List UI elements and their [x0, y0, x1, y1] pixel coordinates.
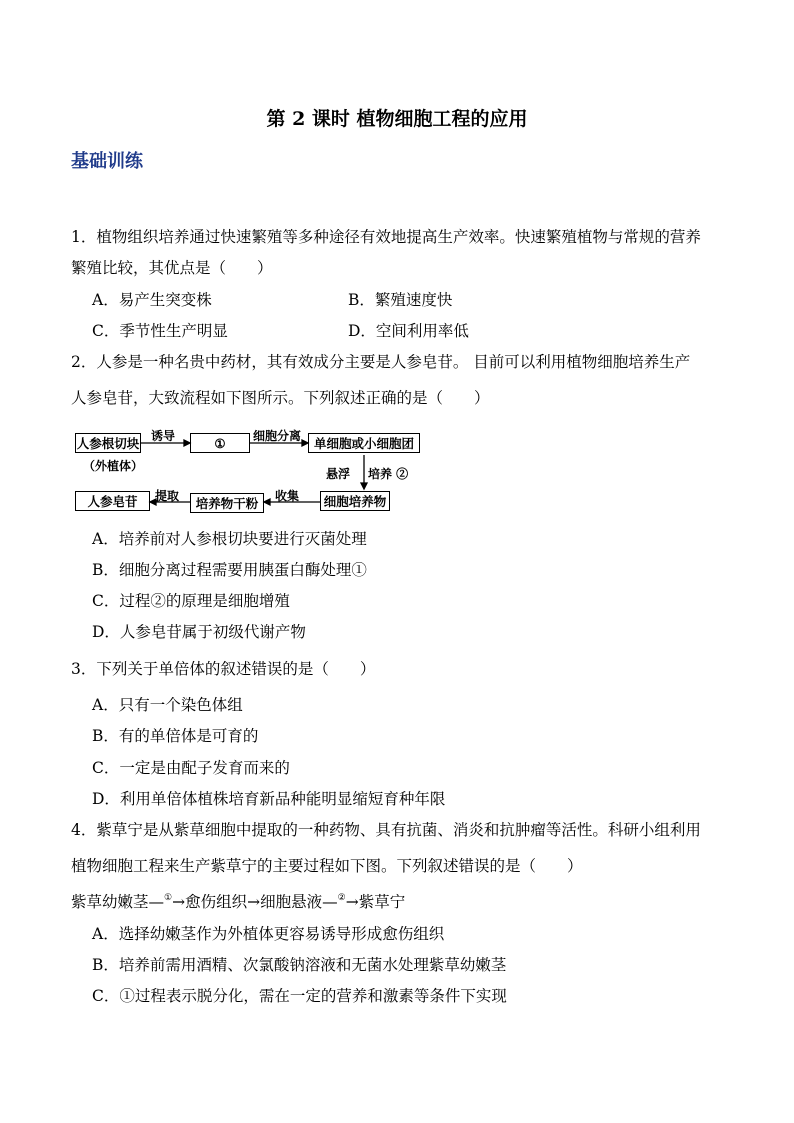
section-heading: 基础训练 — [71, 151, 143, 172]
flow-step-suspension: 细胞悬液 — [260, 893, 323, 911]
q3-option-b: B．有的单倍体是可育的 — [92, 727, 259, 745]
q4-option-c: C．①过程表示脱分化，需在一定的营养和激素等条件下实现 — [92, 987, 507, 1005]
flow-box-ginsenoside: 人参皂苷 — [75, 491, 150, 511]
flow-marker-2: ② — [337, 893, 346, 903]
flow-label-collect: 收集 — [275, 489, 300, 503]
q2-option-c: C．过程②的原理是细胞增殖 — [92, 592, 290, 610]
flow-box-step1: ① — [190, 433, 250, 453]
flow-label-suspension: 悬浮 — [326, 467, 351, 481]
q4-option-b: B．培养前需用酒精、次氯酸钠溶液和无菌水处理紫草幼嫩茎 — [92, 956, 507, 974]
q2-stem-line2: 人参皂苷，大致流程如下图所示。下列叙述正确的是（ ） — [71, 389, 490, 407]
flow-label-culture-step2: 培养 ② — [368, 467, 409, 481]
q3-stem: 3．下列关于单倍体的叙述错误的是（ ） — [71, 660, 376, 678]
flow-box-single-cells: 单细胞或小细胞团 — [308, 433, 420, 453]
q3-option-c: C．一定是由配子发育而来的 — [92, 759, 290, 777]
flow-arrow-3: —②→ — [322, 893, 359, 911]
flow-box-dry-powder: 培养物干粉 — [190, 493, 264, 513]
flow-label-extract: 提取 — [155, 489, 180, 503]
flow-label-cell-separation: 细胞分离 — [253, 429, 302, 443]
page-title: 第 2 课时 植物细胞工程的应用 — [266, 108, 528, 130]
flow-box-explant: 人参根切块 — [75, 433, 141, 453]
q1-option-b: B．繁殖速度快 — [348, 291, 453, 309]
q4-option-a: A．选择幼嫩茎作为外植体更容易诱导形成愈伤组织 — [92, 925, 445, 943]
q1-option-a: A．易产生突变株 — [92, 291, 212, 309]
q3-option-d: D．利用单倍体植株培育新品种能明显缩短育种年限 — [92, 790, 446, 808]
flow-box-cell-culture: 细胞培养物 — [320, 491, 390, 511]
flow-marker-1: ① — [164, 893, 173, 903]
q2-option-a: A．培养前对人参根切块要进行灭菌处理 — [92, 530, 367, 548]
q2-option-b: B．细胞分离过程需要用胰蛋白酶处理① — [92, 561, 367, 579]
q1-stem-line1: 1．植物组织培养通过快速繁殖等多种途径有效地提高生产效率。快速繁殖植物与常规的营养 — [71, 228, 701, 246]
q4-stem-line1: 4．紫草宁是从紫草细胞中提取的一种药物、具有抗菌、消炎和抗肿瘤等活性。科研小组利用 — [71, 821, 701, 839]
flow-box-explant-note: （外植体） — [83, 459, 144, 473]
flow-step-callus: 愈伤组织 — [185, 893, 248, 911]
q2-stem-line1: 2．人参是一种名贵中药材，其有效成分主要是人参皂苷。 目前可以利用植物细胞培养生产 — [71, 353, 691, 371]
q1-option-d: D．空间利用率低 — [348, 322, 469, 340]
flow-step-shikonin: 紫草宁 — [358, 893, 406, 911]
flow-step-stem: 紫草幼嫩茎 — [71, 893, 149, 911]
flow-arrow-2: → — [247, 893, 261, 911]
q1-stem-line2: 繁殖比较，其优点是（ ） — [71, 259, 273, 277]
q3-option-a: A．只有一个染色体组 — [92, 696, 243, 714]
q2-option-d: D．人参皂苷属于初级代谢产物 — [92, 623, 306, 641]
flow-label-induce: 诱导 — [151, 429, 176, 443]
q4-process-flow — [71, 892, 405, 915]
q4-stem-line2: 植物细胞工程来生产紫草宁的主要过程如下图。下列叙述错误的是（ ） — [71, 857, 583, 875]
flow-arrow-1: —①→ — [148, 893, 186, 911]
q1-option-c: C．季节性生产明显 — [92, 322, 228, 340]
